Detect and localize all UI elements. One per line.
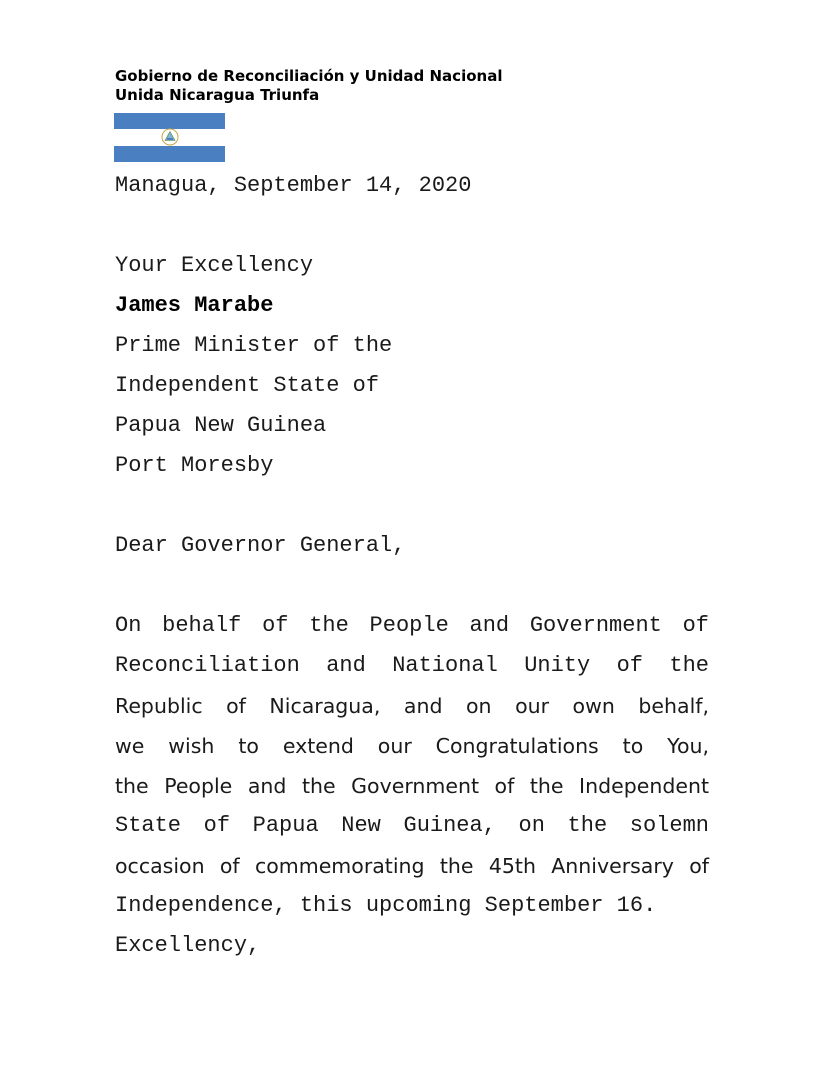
flag-middle-band: [114, 129, 225, 145]
body-line: Republic of Nicaragua, and on our own behalf,: [115, 694, 709, 718]
body-line: State of Papua New Guinea, on the solemn: [115, 813, 709, 838]
recipient-address-line: Papua New Guinea: [115, 413, 327, 438]
recipient-address-line: Prime Minister of the: [115, 333, 393, 358]
recipient-salutation: Your Excellency: [115, 253, 314, 278]
closing-fragment: Excellency,: [115, 933, 261, 958]
recipient-address-line: Port Moresby: [115, 453, 274, 478]
letterhead-government-name: Gobierno de Reconciliación y Unidad Nacional: [115, 67, 503, 85]
body-paragraph: [115, 606, 709, 926]
coat-of-arms-icon: [159, 126, 181, 148]
nicaragua-flag-icon: [114, 113, 225, 162]
body-line: On behalf of the People and Government of: [115, 613, 709, 638]
recipient-address-line: Independent State of: [115, 373, 380, 398]
recipient-name: James Marabe: [115, 293, 274, 318]
letter-body: [115, 166, 709, 966]
date-line: Managua, September 14, 2020: [115, 173, 472, 198]
letterhead: [115, 67, 502, 105]
body-line: we wish to extend our Congratulations to You,: [115, 734, 709, 758]
greeting: Dear Governor General,: [115, 533, 406, 558]
body-line: the People and the Government of the Independent: [115, 774, 709, 798]
body-line: Reconciliation and National Unity of the: [115, 653, 709, 678]
body-line: occasion of commemorating the 45th Anniversary of: [115, 854, 709, 878]
letterhead-motto: Unida Nicaragua Triunfa: [115, 86, 320, 104]
body-line: Independence, this upcoming September 16.: [115, 893, 657, 918]
